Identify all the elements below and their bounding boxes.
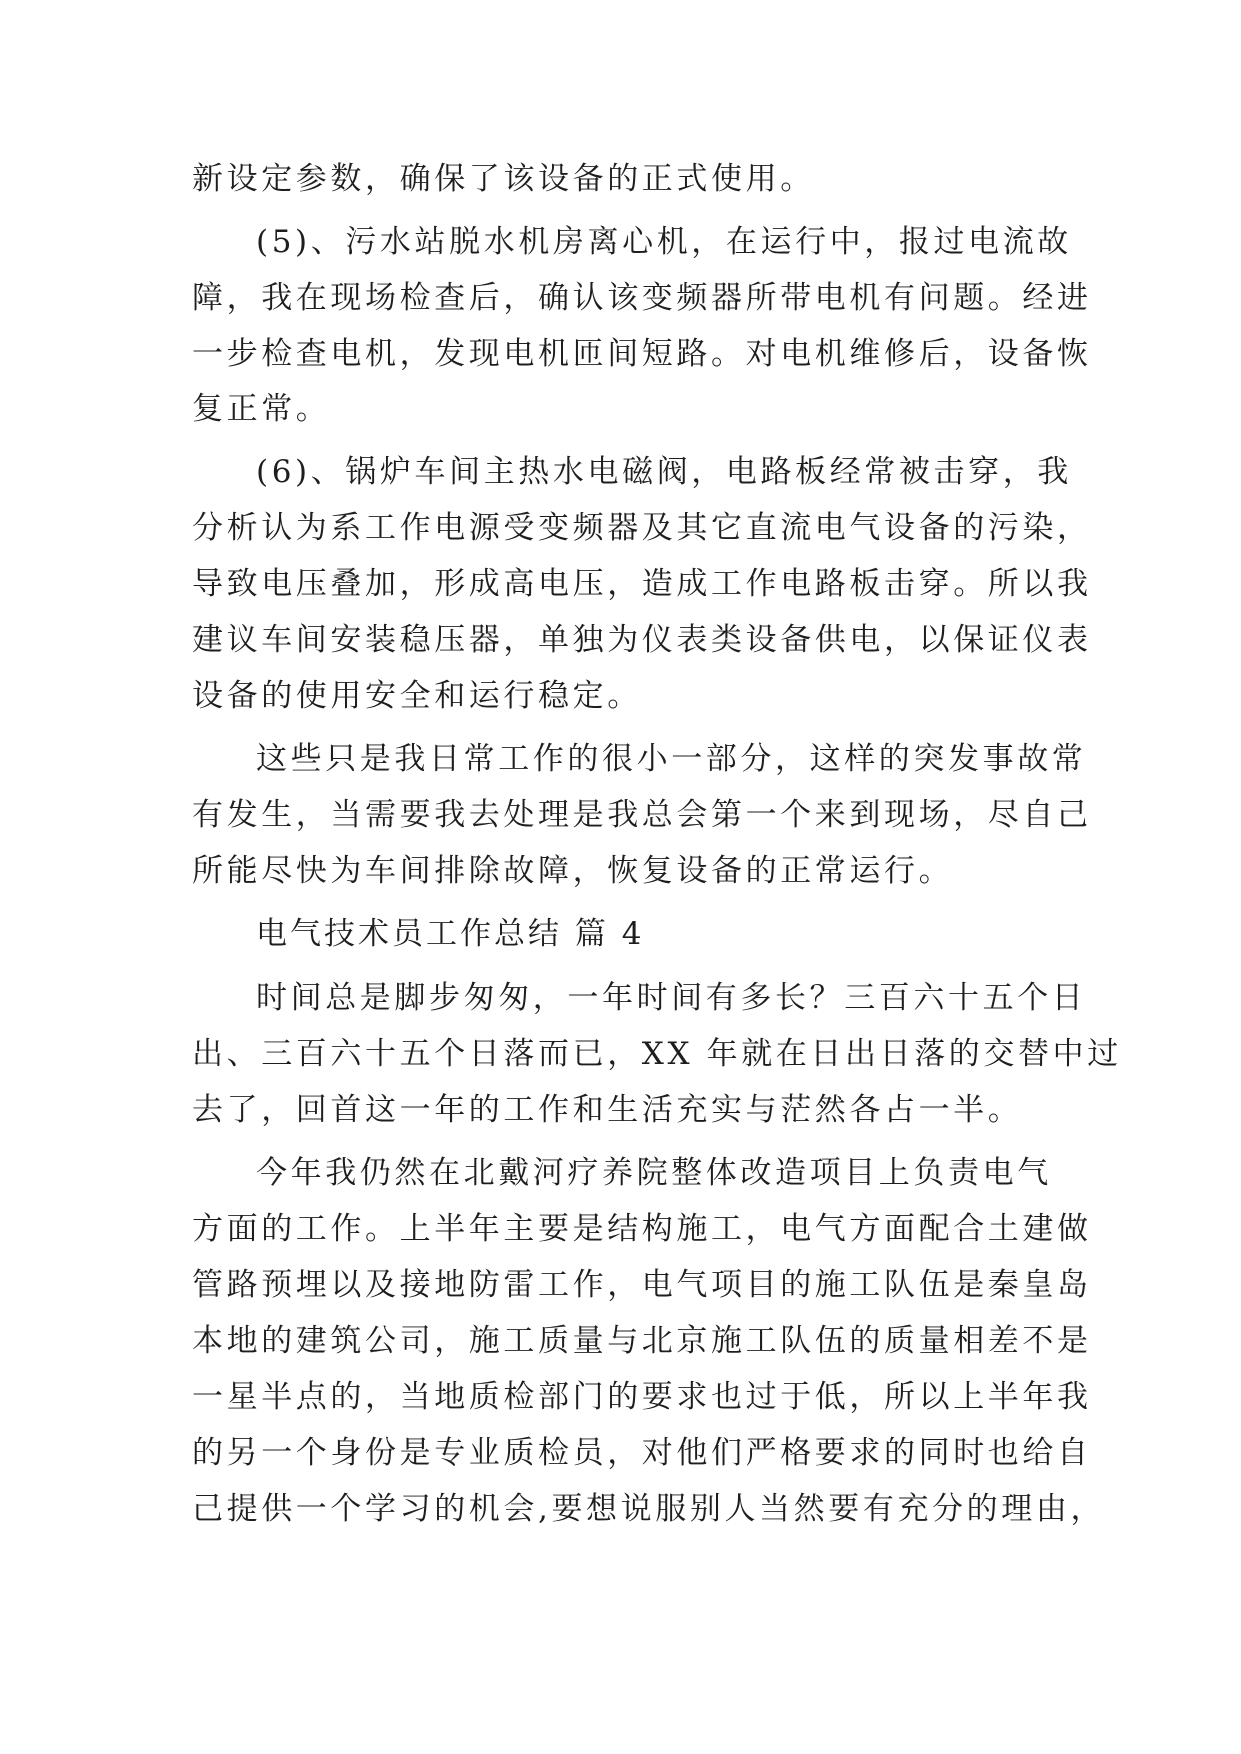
text-line: 分析认为系工作电源受变频器及其它直流电气设备的污染， bbox=[192, 510, 1092, 546]
text-line: 建议车间安装稳压器，单独为仪表类设备供电，以保证仪表 bbox=[192, 622, 1092, 658]
text-line: 本地的建筑公司，施工质量与北京施工队伍的质量相差不是 bbox=[192, 1323, 1092, 1359]
section-heading: 电气技术员工作总结 篇 4 bbox=[256, 916, 645, 952]
text-line: 己提供一个学习的机会,要想说服别人当然要有充分的理由， bbox=[192, 1491, 1106, 1527]
text-line: 时间总是脚步匆匆，一年时间有多长？三百六十五个日 bbox=[256, 980, 1087, 1016]
text-line: 去了，回首这一年的工作和生活充实与茫然各占一半。 bbox=[192, 1092, 1023, 1128]
text-line: 设备的使用安全和运行稳定。 bbox=[192, 678, 642, 714]
text-line: 障，我在现场检查后，确认该变频器所带电机有问题。经进 bbox=[192, 280, 1092, 316]
text-line: 所能尽快为车间排除故障，恢复设备的正常运行。 bbox=[192, 853, 954, 889]
text-line: 新设定参数，确保了该设备的正式使用。 bbox=[192, 161, 815, 197]
text-line: (5)、污水站脱水机房离心机，在运行中，报过电流故 bbox=[256, 224, 1072, 260]
text-line: 方面的工作。上半年主要是结构施工，电气方面配合土建做 bbox=[192, 1211, 1092, 1247]
text-line: 管路预埋以及接地防雷工作，电气项目的施工队伍是秦皇岛 bbox=[192, 1267, 1092, 1303]
text-line: 复正常。 bbox=[192, 391, 331, 427]
text-line: 今年我仍然在北戴河疗养院整体改造项目上负责电气 bbox=[256, 1155, 1052, 1191]
text-line: 出、三百六十五个日落而已，XX 年就在日出日落的交替中过 bbox=[192, 1036, 1122, 1072]
text-line: 的另一个身份是专业质检员，对他们严格要求的同时也给自 bbox=[192, 1435, 1092, 1471]
text-line: (6)、锅炉车间主热水电磁阀，电路板经常被击穿，我 bbox=[256, 454, 1072, 490]
text-line: 一步检查电机，发现电机匝间短路。对电机维修后，设备恢 bbox=[192, 336, 1092, 372]
text-line: 导致电压叠加，形成高电压，造成工作电路板击穿。所以我 bbox=[192, 566, 1092, 602]
text-line: 一星半点的，当地质检部门的要求也过于低，所以上半年我 bbox=[192, 1379, 1092, 1415]
text-line: 有发生，当需要我去处理是我总会第一个来到现场，尽自己 bbox=[192, 797, 1092, 833]
text-line: 这些只是我日常工作的很小一部分，这样的突发事故常 bbox=[256, 741, 1087, 777]
